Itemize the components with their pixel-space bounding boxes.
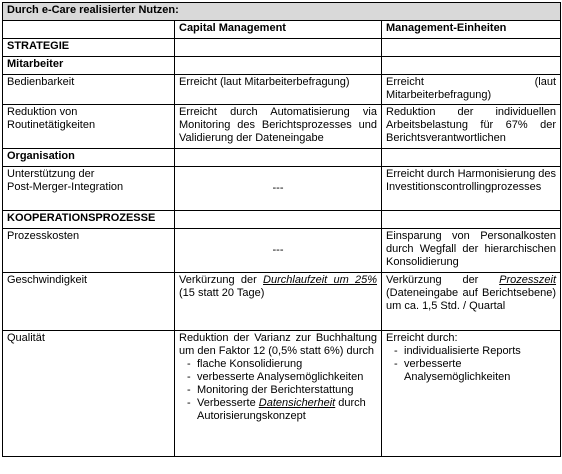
row-label-geschwindigkeit: Geschwindigkeit bbox=[3, 273, 175, 331]
header-empty bbox=[3, 21, 175, 39]
header-capital-management: Capital Management bbox=[175, 21, 382, 39]
capital-qualitaet-list bbox=[179, 358, 377, 423]
mgmt-prozesskosten: Einsparung von Personalkosten durch Wegfall der hierarchischen Konsolidierung bbox=[382, 229, 561, 273]
table-row-unterstuetzung bbox=[3, 167, 561, 211]
row-label-qualitaet: Qualität bbox=[3, 331, 175, 457]
section-organisation: Organisation bbox=[3, 149, 175, 167]
header-management-einheiten: Management-Einheiten bbox=[382, 21, 561, 39]
benefits-table bbox=[2, 2, 561, 457]
section-row-mitarbeiter bbox=[3, 57, 561, 75]
section-row-kooperation bbox=[3, 211, 561, 229]
row-label-reduktion: Reduktion von Routinetätigkeiten bbox=[3, 105, 175, 149]
mgmt-unterstuetzung: Erreicht durch Harmonisierung des Investitionscontrollingprozesses bbox=[382, 167, 561, 211]
list-item: - flache Konsolidierung bbox=[197, 358, 377, 371]
capital-qualitaet: Reduktion der Varianz zur Buchhaltung um den Faktor 12 (0,5% statt 6%) durch - flache Konsolidierung - verbesserte Analysemöglichkeiten - Monitoring der Berichterstattung - Verbesserte Datensicherheit durch Autorisierungskonzept bbox=[175, 331, 382, 457]
mgmt-qualitaet-list bbox=[386, 345, 556, 384]
list-item: - verbesserte Analysemöglichkeiten bbox=[404, 358, 556, 384]
mgmt-qualitaet: Erreicht durch: - individualisierte Reports - verbesserte Analysemöglichkeiten bbox=[382, 331, 561, 457]
mgmt-bedienbarkeit: Erreicht (laut Mitarbeiterbefragung) bbox=[382, 75, 561, 105]
capital-prozesskosten: --- bbox=[175, 229, 382, 273]
list-item: - Verbesserte Datensicherheit durch Autorisierungskonzept bbox=[197, 397, 377, 423]
section-mitarbeiter: Mitarbeiter bbox=[3, 57, 175, 75]
table-row-qualitaet bbox=[3, 331, 561, 457]
mgmt-reduktion: Reduktion der individuellen Arbeitsbelastung für 67% der Berichtsverantwortlichen bbox=[382, 105, 561, 149]
list-item: - Monitoring der Berichterstattung bbox=[197, 384, 377, 397]
capital-geschwindigkeit: Verkürzung der Durchlaufzeit um 25% (15 statt 20 Tage) bbox=[175, 273, 382, 331]
list-item: - individualisierte Reports bbox=[404, 345, 556, 358]
table-row-geschwindigkeit bbox=[3, 273, 561, 331]
durchlaufzeit-link: Durchlaufzeit um 25% bbox=[263, 274, 377, 286]
section-strategie: STRATEGIE bbox=[3, 39, 175, 57]
capital-bedienbarkeit: Erreicht (laut Mitarbeiterbefragung) bbox=[175, 75, 382, 105]
section-kooperationsprozesse: KOOPERATIONSPROZESSE bbox=[3, 211, 175, 229]
table-row-bedienbarkeit bbox=[3, 75, 561, 105]
list-item: - verbesserte Analysemöglichkeiten bbox=[197, 371, 377, 384]
table-row-reduktion bbox=[3, 105, 561, 149]
datensicherheit-link: Datensicherheit bbox=[258, 397, 336, 409]
table-title-row bbox=[3, 3, 561, 21]
table-title: Durch e-Care realisierter Nutzen: bbox=[3, 3, 561, 21]
table-row-prozesskosten bbox=[3, 229, 561, 273]
prozesszeit-link: Prozesszeit bbox=[499, 274, 557, 286]
table-header-row bbox=[3, 21, 561, 39]
capital-unterstuetzung: --- bbox=[175, 167, 382, 211]
row-label-unterstuetzung: Unterstützung der Post-Merger-Integration bbox=[3, 167, 175, 211]
section-row-strategie bbox=[3, 39, 561, 57]
row-label-bedienbarkeit: Bedienbarkeit bbox=[3, 75, 175, 105]
row-label-prozesskosten: Prozesskosten bbox=[3, 229, 175, 273]
mgmt-geschwindigkeit: Verkürzung der Prozesszeit (Dateneingabe auf Berichtsebene) um ca. 1,5 Std. / Quartal bbox=[382, 273, 561, 331]
capital-reduktion: Erreicht durch Automatisierung via Monitoring des Berichtsprozesses und Validierung der Dateneingabe bbox=[175, 105, 382, 149]
section-row-organisation bbox=[3, 149, 561, 167]
